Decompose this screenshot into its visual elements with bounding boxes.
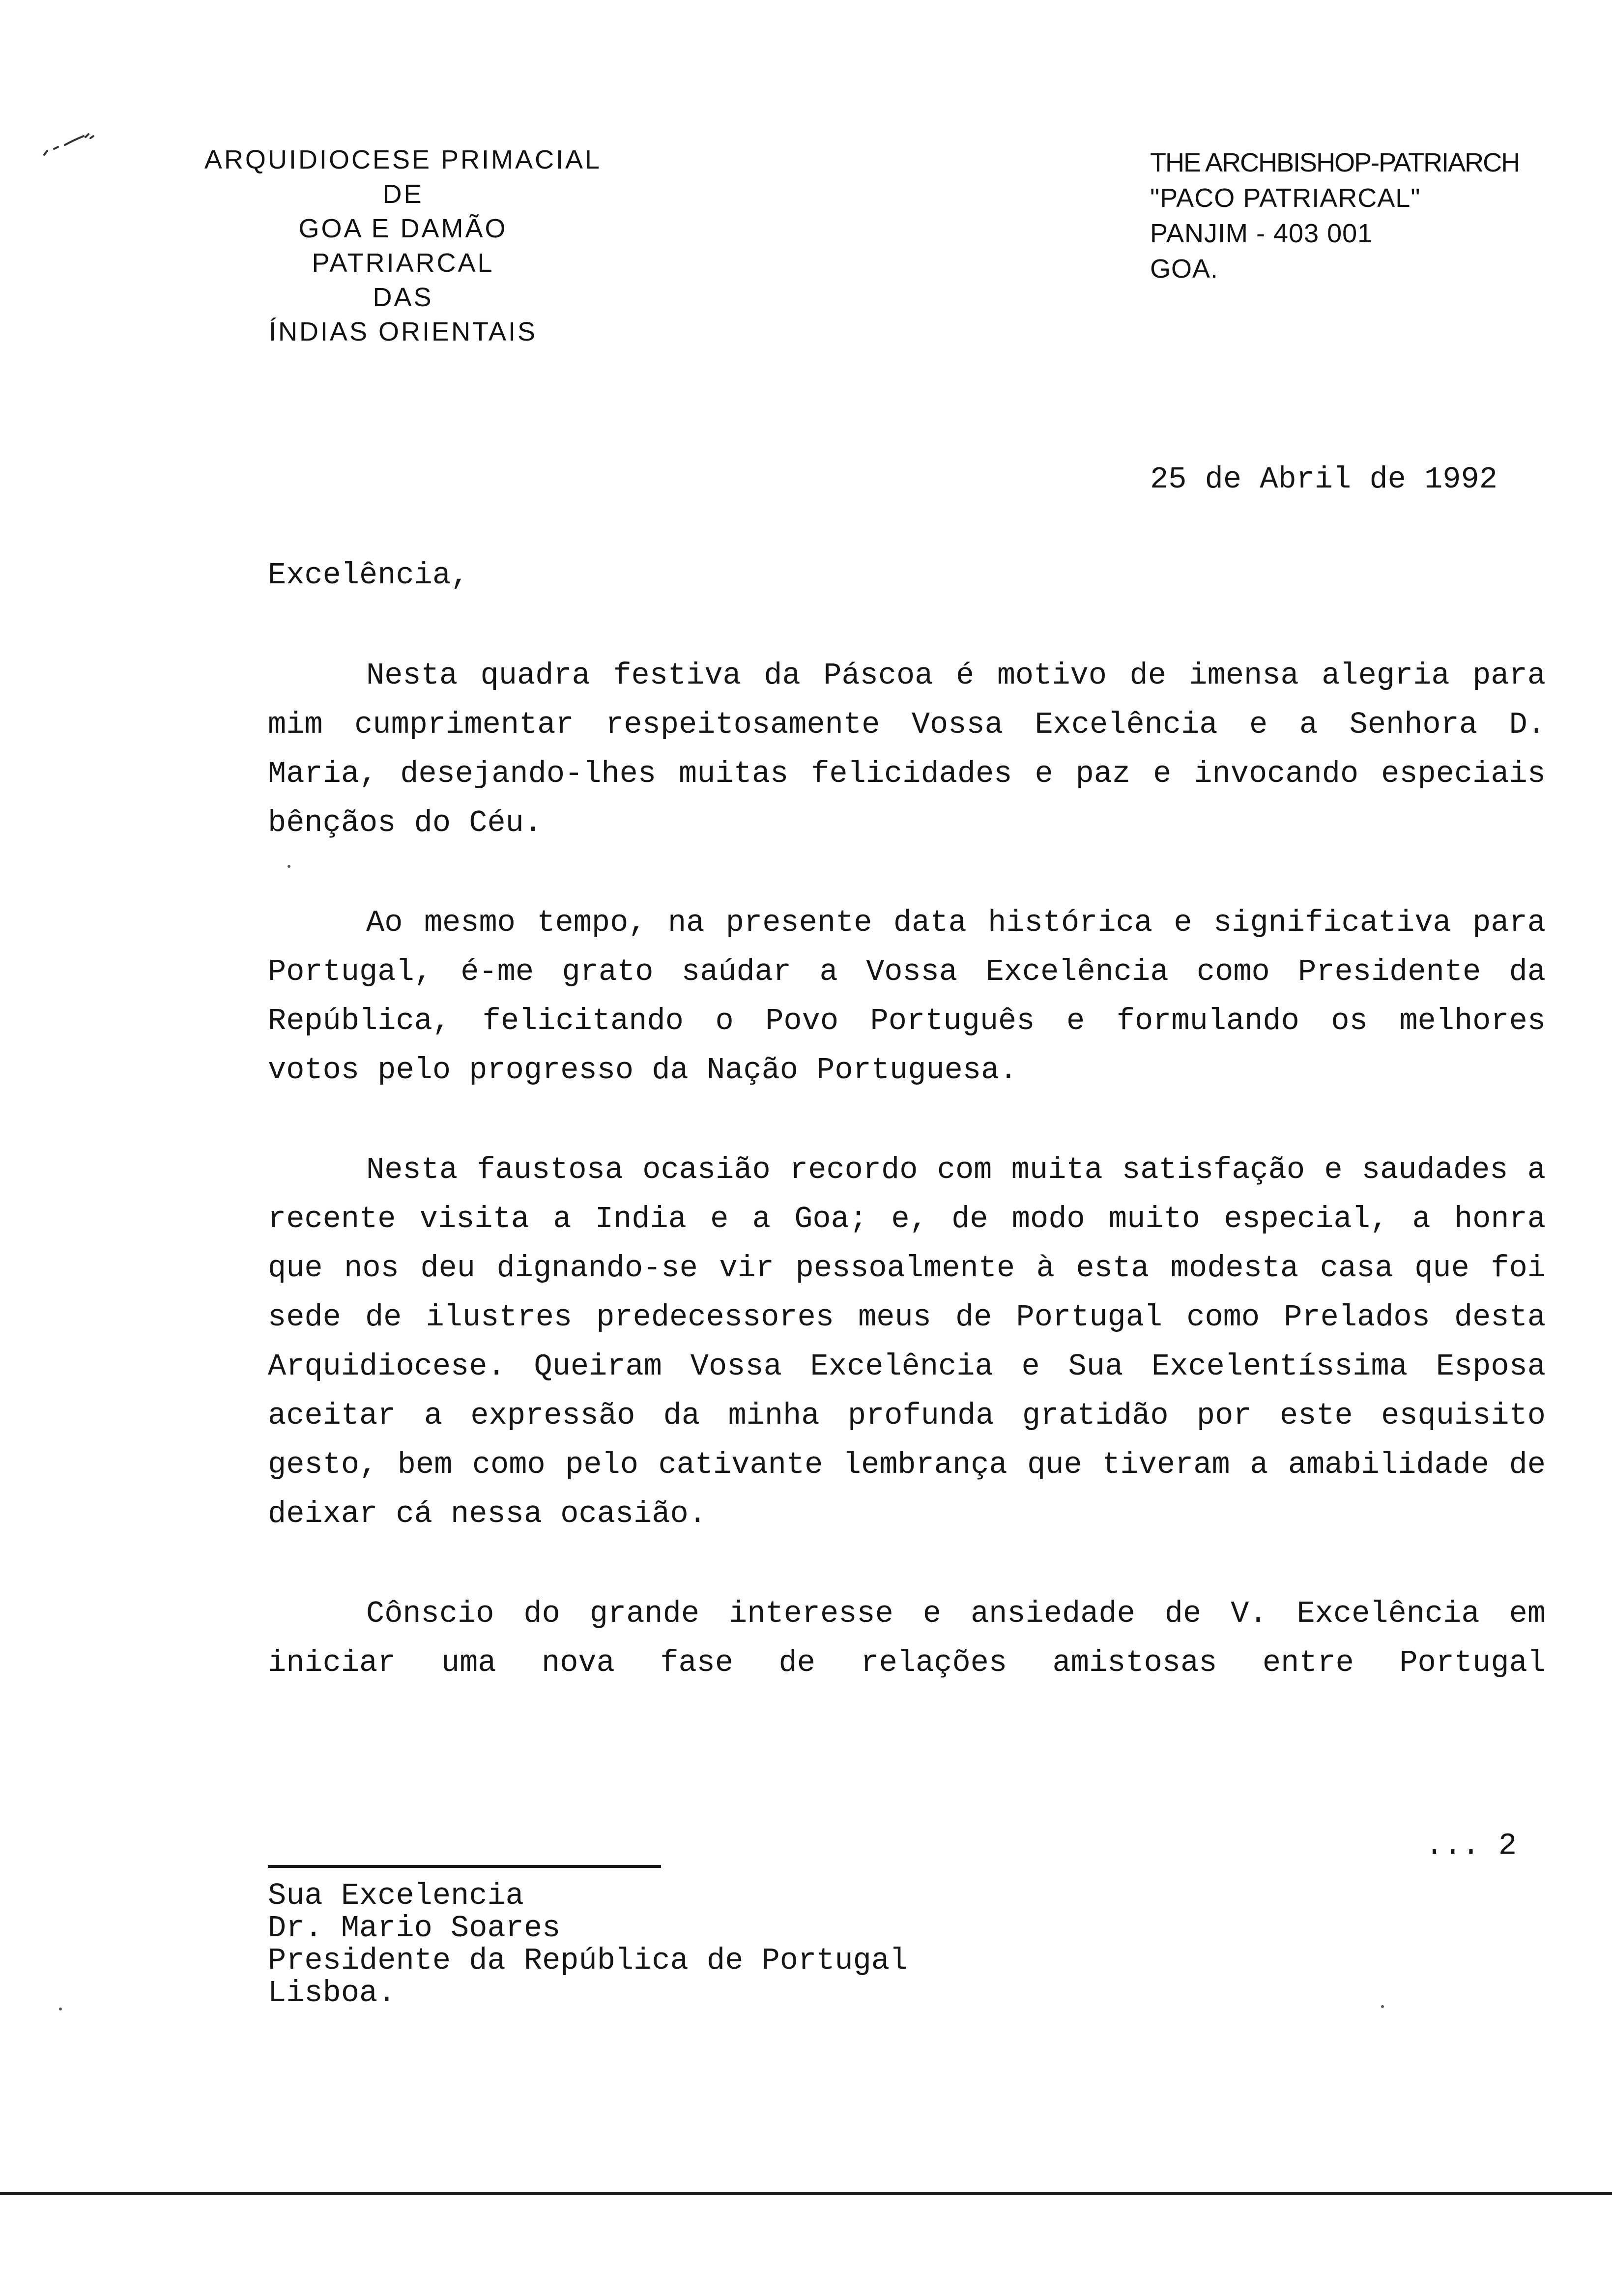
page-continuation: ... 2 xyxy=(1425,1828,1517,1863)
addressee-line: Dr. Mario Soares xyxy=(268,1911,561,1946)
letter-body xyxy=(268,651,1546,1688)
paragraph: Nesta faustosa ocasião recordo com muita satisfação e saudades a recente visita a India e a Goa; e, de modo muito especial, a honra que nos deu dignando-se vir pessoalmente à esta modesta casa que foi sede de ilustres predecessores meus de Portugal como Prelados desta Arquidiocese. Queiram Vossa Excelência e Sua Excelentíssima Esposa aceitar a expressão da minha profunda gratidão por este esquisito gesto, bem como pelo cativante lembrança que tiveram a amabilidade de deixar cá nessa ocasião. xyxy=(268,1152,1546,1531)
paper-speck xyxy=(59,2008,62,2010)
letterhead-right-line: "PACO PATRIARCAL" xyxy=(1150,183,1421,213)
ink-mark xyxy=(34,125,133,170)
letterhead-right-line: THE ARCHBISHOP-PATRIARCH xyxy=(1150,148,1520,177)
paragraph: Nesta quadra festiva da Páscoa é motivo de imensa alegria para mim cumprimentar respeitosamente Vossa Excelência e a Senhora D. Maria, desejando-lhes muitas felicidades e paz e invocando especiais bênçãos do Céu. xyxy=(268,658,1546,840)
letterhead-right xyxy=(1150,145,1519,287)
addressee-rule xyxy=(268,1865,661,1868)
paragraph: Cônscio do grande interesse e ansiedade de V. Excelência em iniciar uma nova fase de relações amistosas entre Portugal xyxy=(268,1596,1546,1680)
letterhead-left-line: DE xyxy=(382,179,424,209)
letterhead-left-line: PATRIARCAL xyxy=(312,248,494,278)
letterhead-left xyxy=(197,143,609,349)
addressee-block xyxy=(268,1880,908,2009)
paragraph: Ao mesmo tempo, na presente data histórica e significativa para Portugal, é-me grato saúdar a Vossa Excelência como Presidente da República, felicitando o Povo Português e formulando os melhores votos pelo progresso da Nação Portuguesa. xyxy=(268,905,1546,1088)
letterhead-right-line: GOA. xyxy=(1150,254,1219,284)
letterhead-left-line: ÍNDIAS ORIENTAIS xyxy=(268,317,538,346)
addressee-line: Lisboa. xyxy=(268,1976,396,2010)
letterhead-left-line: GOA E DAMÃO xyxy=(298,214,508,243)
letter-date: 25 de Abril de 1992 xyxy=(1150,462,1497,497)
paper-speck xyxy=(1381,2005,1384,2008)
paper-speck xyxy=(288,865,290,868)
letterhead-left-line: ARQUIDIOCESE PRIMACIAL xyxy=(204,145,602,174)
letterhead-right-line: PANJIM - 403 001 xyxy=(1150,219,1373,248)
page-bottom-rule xyxy=(0,2192,1612,2195)
addressee-line: Sua Excelencia xyxy=(268,1878,524,1913)
salutation: Excelência, xyxy=(268,558,469,593)
letterhead-left-line: DAS xyxy=(373,283,433,312)
addressee-line: Presidente da República de Portugal xyxy=(268,1943,908,1978)
